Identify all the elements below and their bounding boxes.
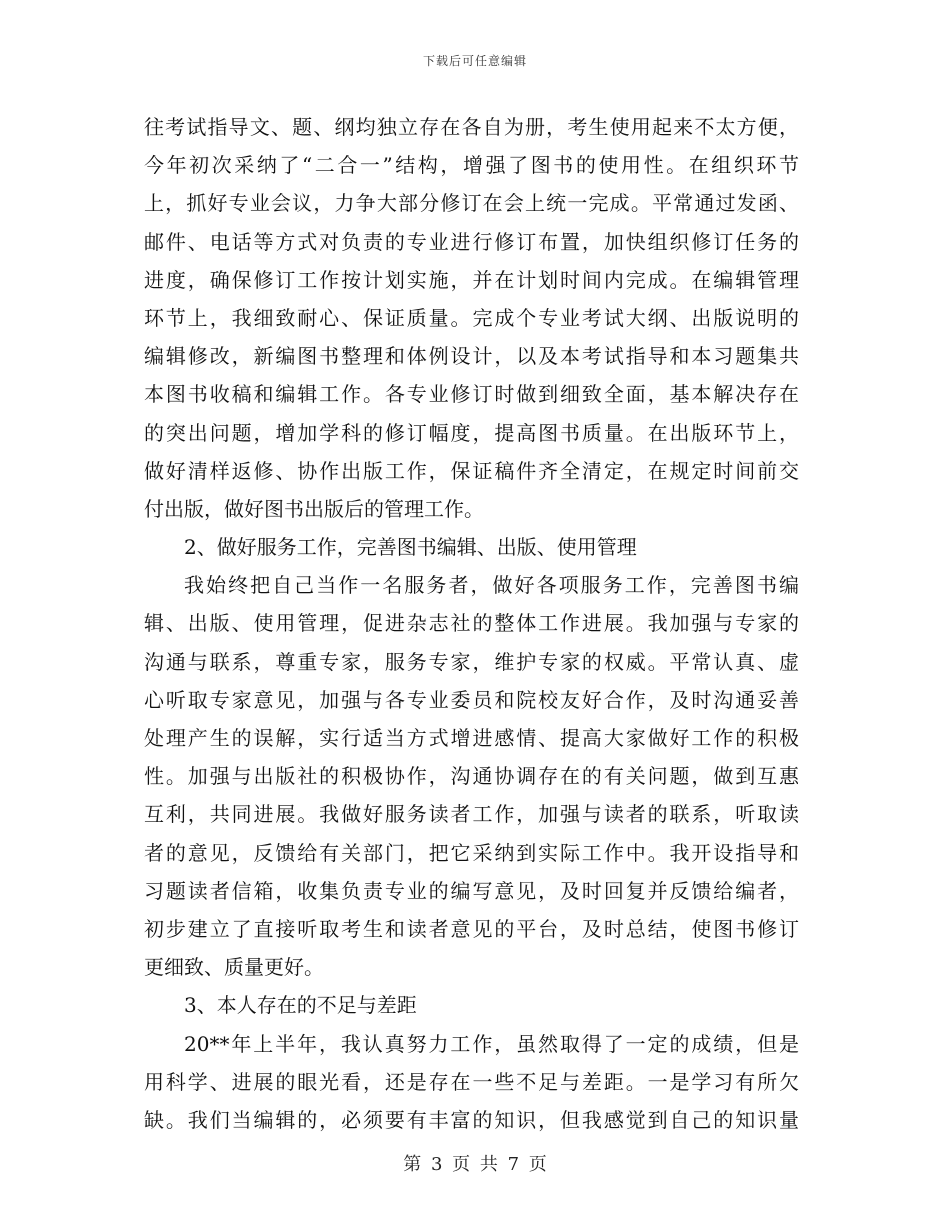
text-line: 我始终把自己当作一名服务者，做好各项服务工作，完善图书编 xyxy=(184,573,799,598)
text-line: 互利，共同进展。我做好服务读者工作，加强与读者的联系，听取读 xyxy=(144,802,799,827)
document-body xyxy=(144,108,799,1139)
text-line: 做好清样返修、协作出版工作，保证稿件齐全清定，在规定时间前交 xyxy=(144,458,799,483)
text-line: 付出版，做好图书出版后的管理工作。 xyxy=(144,496,484,521)
text-line: 初步建立了直接听取考生和读者意见的平台，及时总结，使图书修订 xyxy=(144,916,799,941)
text-line: 辑、出版、使用管理，促进杂志社的整体工作进展。我加强与专家的 xyxy=(144,611,799,636)
header-note: 下载后可任意编辑 xyxy=(422,54,527,68)
page-number: 第 3 页 共 7 页 xyxy=(403,1154,547,1175)
text-line: 沟通与联系，尊重专家，服务专家，维护专家的权威。平常认真、虚 xyxy=(144,649,799,674)
text-line: 20**年上半年，我认真努力工作，虽然取得了一定的成绩，但是 xyxy=(184,1031,799,1056)
text-line: 性。加强与出版社的积极协作，沟通协调存在的有关问题，做到互惠 xyxy=(144,764,799,789)
text-line: 用科学、进展的眼光看，还是存在一些不足与差距。一是学习有所欠 xyxy=(144,1069,799,1094)
text-line: 2、做好服务工作，完善图书编辑、出版、使用管理 xyxy=(184,535,637,560)
text-line: 者的意见，反馈给有关部门，把它采纳到实际工作中。我开设指导和 xyxy=(144,840,799,865)
text-line: 往考试指导文、题、纲均独立存在各自为册，考生使用起来不太方便， xyxy=(144,115,799,139)
text-line: 环节上，我细致耐心、保证质量。完成个专业考试大纲、出版说明的 xyxy=(144,305,799,330)
text-line: 今年初次采纳了“二合一”结构，增强了图书的使用性。在组织环节 xyxy=(144,153,799,178)
text-line: 更细致、质量更好。 xyxy=(144,955,324,980)
text-line: 邮件、电话等方式对负责的专业进行修订布置，加快组织修订任务的 xyxy=(144,229,799,254)
text-line: 心听取专家意见，加强与各专业委员和院校友好合作，及时沟通妥善 xyxy=(144,687,799,712)
text-line: 本图书收稿和编辑工作。各专业修订时做到细致全面，基本解决存在 xyxy=(144,382,799,407)
text-line: 习题读者信箱，收集负责专业的编写意见，及时回复并反馈给编者， xyxy=(144,878,799,903)
text-line: 上，抓好专业会议，力争大部分修订在会上统一完成。平常通过发函、 xyxy=(144,191,799,216)
text-line: 编辑修改，新编图书整理和体例设计，以及本考试指导和本习题集共 xyxy=(144,344,799,369)
text-line: 处理产生的误解，实行适当方式增进感情、提高大家做好工作的积极 xyxy=(144,726,799,750)
text-line: 缺。我们当编辑的，必须要有丰富的知识，但我感觉到自己的知识量 xyxy=(144,1107,799,1132)
text-line: 3、本人存在的不足与差距 xyxy=(184,993,417,1018)
text-line: 的突出问题，增加学科的修订幅度，提高图书质量。在出版环节上， xyxy=(144,420,799,445)
text-line: 进度，确保修订工作按计划实施，并在计划时间内完成。在编辑管理 xyxy=(144,267,799,292)
